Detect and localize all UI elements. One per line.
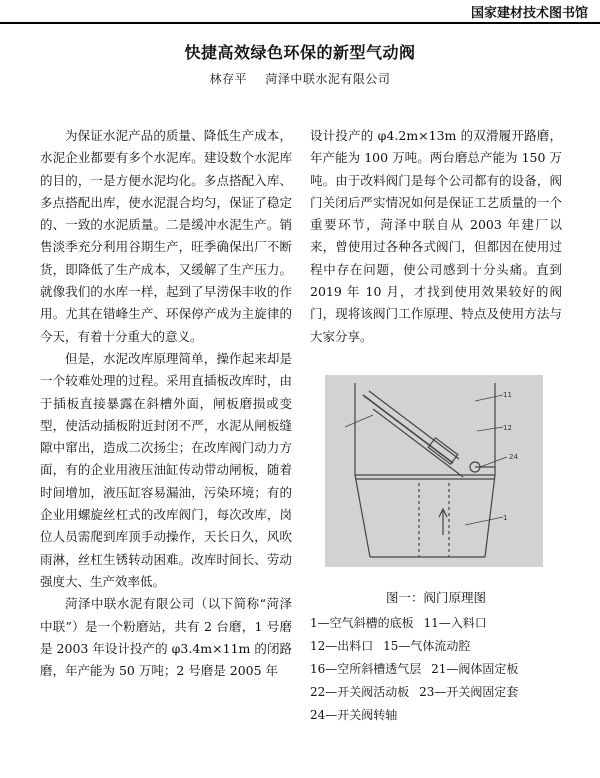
paragraph: 设计投产的 φ4.2m×13m 的双滑履开路磨，年产能为 100 万吨。两台磨总产能为 150 万吨。由于改料阀门是每个公司都有的设备，阀门关闭后严实情况如何是保证工艺质量的一个重要环节，菏泽中联自从 2003 年建厂以来，曾使用过各种各式阀门，但都因在使用过程中存在问题，使公司感到十分头痛。直到 2019 年 10 月，才找到使用效果较好的阀门，现将该阀门工作原理、特点及使用方法与大家分享。: [310, 128, 562, 344]
valve-movable-plate: [428, 438, 458, 464]
legend-item: 23—开关阀固定套: [419, 685, 519, 699]
leader-line: [475, 395, 503, 401]
air-slide-bottom-plate: [363, 395, 453, 463]
leader-line: [477, 427, 503, 431]
figure-legend: [310, 612, 562, 727]
callout-label: 1: [503, 514, 508, 522]
air-slide-permeable-layer: [369, 391, 459, 459]
author-name: 林存平: [209, 72, 248, 86]
library-name: 国家建材技术图书馆: [470, 6, 588, 21]
legend-item: 16—空所斜槽透气层: [310, 662, 422, 676]
legend-item: 11—入料口: [423, 616, 487, 630]
leader-line: [345, 415, 373, 427]
callout-label: 12: [503, 424, 512, 432]
paragraph: 但是，水泥改库原理简单，操作起来却是一个较难处理的过程。采用直插板改库时，由于插板直接暴露在斜槽外面，闸板磨损或变型，使活动插板附近封闭不严，水泥从闸板缝隙中窜出，造成二次扬尘；在改库阀门动力方面，有的企业用液压油缸传动带动闸板，随着时间增加，液压缸容易漏油，污染环境；有的企业用螺旋丝杠式的改库阀门，每次改库，岗位人员需爬到库顶手动操作，天长日久，风吹雨淋，丝杠生锈转动困难。改库时间长、劳动强度大、生产效率低。: [40, 350, 292, 589]
legend-item: 15—气体流动腔: [383, 639, 471, 653]
paragraph: 菏泽中联水泥有限公司（以下简称“菏泽中联”）是一个粉磨站，共有 2 台磨，1 号磨是 2003 年设计投产的 φ3.4m×11m 的闭路磨，年产能为 50 万吨；2 号磨是 2005 年: [40, 596, 292, 679]
legend-item: 24—开关阀转轴: [310, 708, 398, 722]
callout-label: 11: [503, 391, 512, 399]
legend-item: 21—阀体固定板: [431, 662, 519, 676]
paragraph: 为保证水泥产品的质量、降低生产成本，水泥企业都要有多个水泥库。建设数个水泥库的目的，一是方便水泥均化。多点搭配入库、多点搭配出库，使水泥混合均匀，保证了稳定的、一致的水泥质量。二是缓冲水泥生产。销售淡季充分利用谷期生产，旺季确保出厂不断货，即降低了生产成本，又缓解了生产压力。就像我们的水库一样，起到了早涝保丰收的作用。尤其在错峰生产、环保停产成为主旋律的今天，有着十分重大的意义。: [40, 128, 292, 344]
valve-diagram: [325, 375, 543, 567]
air-slide-underside: [373, 409, 463, 477]
leader-line: [480, 457, 507, 467]
leader-line: [465, 517, 503, 525]
chute-wall-lower-left: [355, 475, 370, 557]
valve-diagram-photo: [325, 375, 543, 567]
chute-wall-lower-right: [485, 475, 495, 557]
callout-label: 24: [509, 453, 518, 461]
figure-caption: 图一：阀门原理图: [385, 590, 486, 605]
article-title: 快捷高效绿色环保的新型气动阀: [184, 43, 416, 62]
legend-item: 22—开关阀活动板: [310, 685, 410, 699]
legend-item: 12—出料口: [310, 639, 374, 653]
page-header: [0, 0, 600, 26]
legend-item: 1—空气斜槽的底板: [310, 616, 414, 630]
author-affiliation: 菏泽中联水泥有限公司: [265, 72, 391, 86]
header-rule: [0, 22, 600, 24]
author-line: [0, 70, 600, 87]
right-column: [310, 125, 562, 348]
left-column: [40, 125, 292, 682]
